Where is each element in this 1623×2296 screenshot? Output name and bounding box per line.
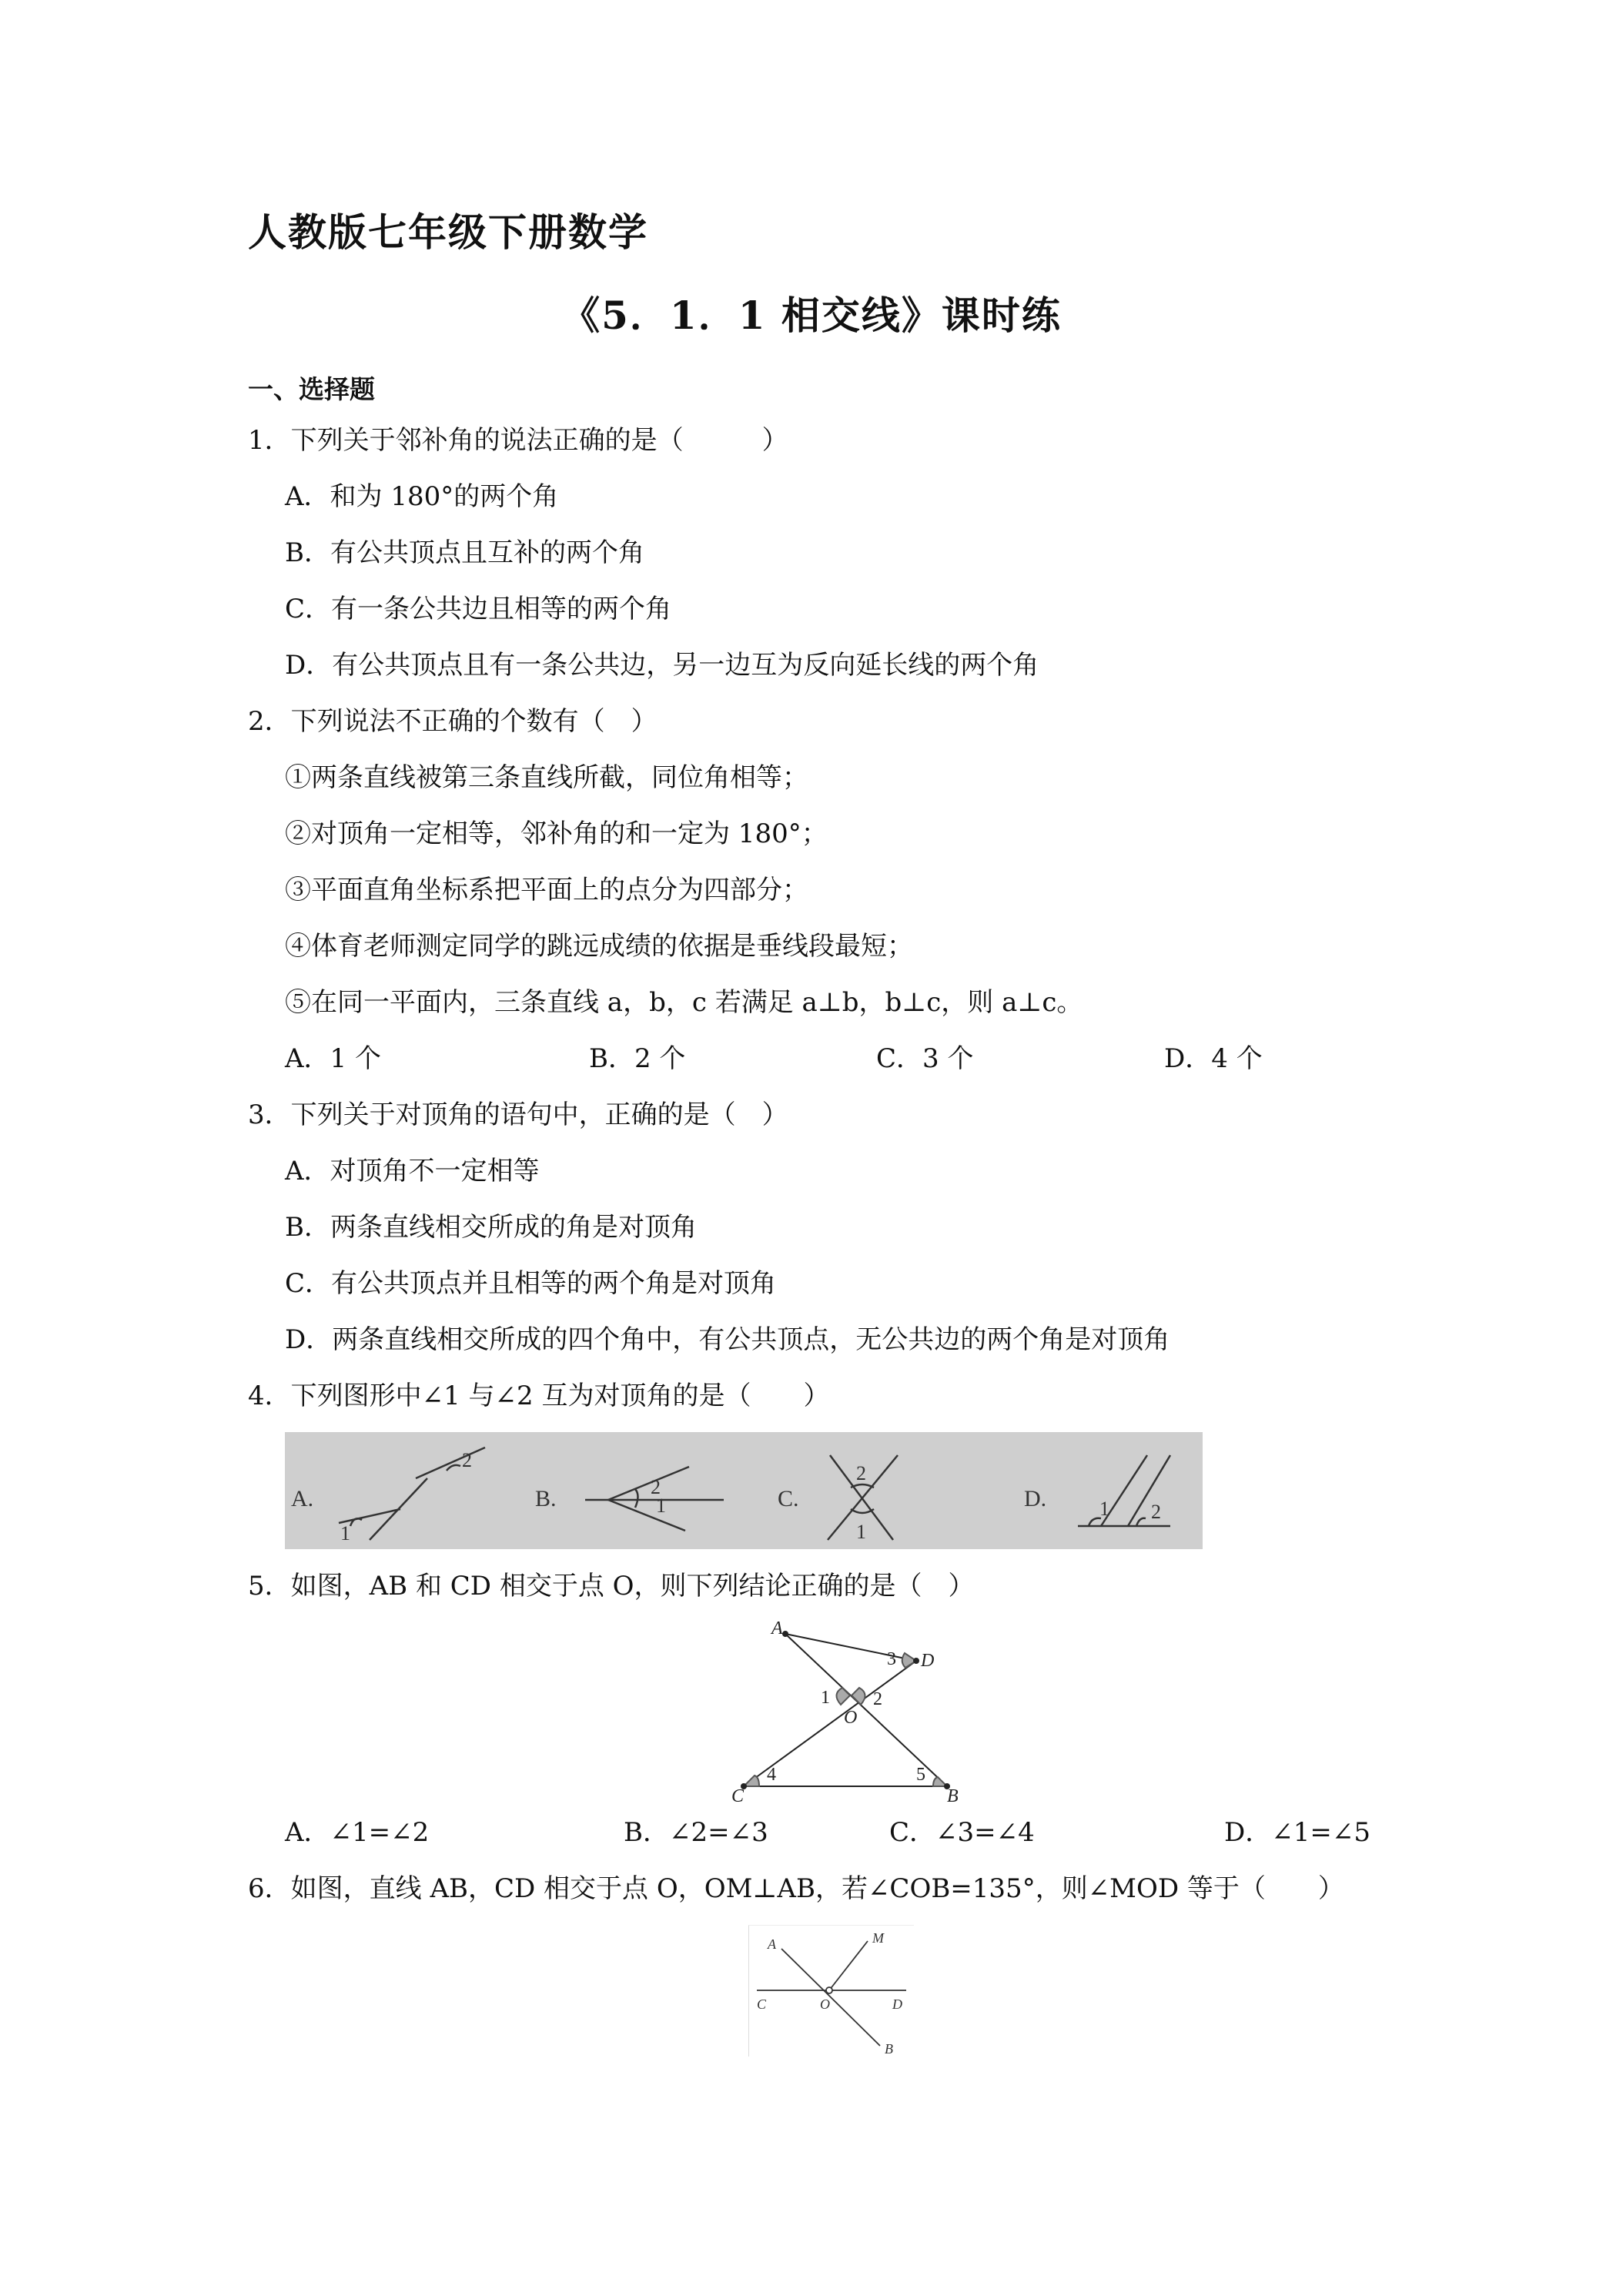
- fig4a-line-2: [370, 1478, 427, 1540]
- question-6-figure: [748, 1925, 914, 2057]
- question-1-option-a[interactable]: A．和为 180°的两个角: [285, 481, 559, 512]
- fig4-label-a: A.: [291, 1486, 314, 1511]
- fig4-label-c: C.: [778, 1486, 799, 1511]
- fig4-label-b: B.: [535, 1486, 557, 1511]
- question-2-option-d[interactable]: D．4 个: [1164, 1043, 1263, 1074]
- fig6-label-d: D: [892, 1996, 902, 2012]
- fig4a-angle-1: 1: [340, 1522, 350, 1545]
- fig5-label-o: O: [844, 1708, 858, 1728]
- fig5-label-b: B: [947, 1786, 959, 1806]
- fig5-angle-5: 5: [916, 1765, 925, 1785]
- question-1-option-b[interactable]: B．有公共顶点且互补的两个角: [285, 537, 644, 568]
- question-5-option-b[interactable]: B．∠2=∠3: [624, 1817, 768, 1848]
- fig4b-line-3: [608, 1500, 685, 1531]
- fig4d-line-2: [1128, 1455, 1170, 1526]
- fig4-label-d: D.: [1024, 1486, 1047, 1511]
- question-6-diagram: [749, 1926, 914, 2057]
- question-2-option-b[interactable]: B．2 个: [589, 1043, 686, 1074]
- fig5-segment-ad: [785, 1634, 916, 1661]
- question-4-figure-strip: [285, 1432, 1203, 1549]
- fig6-label-c: C: [757, 1996, 767, 2012]
- question-3-option-d[interactable]: D．两条直线相交所成的四个角中，有公共顶点，无公共边的两个角是对顶角: [285, 1324, 1170, 1355]
- question-2-option-a[interactable]: A．1 个: [285, 1043, 381, 1074]
- fig6-ray-om: [829, 1941, 868, 1990]
- fig6-label-b: B: [885, 2041, 893, 2057]
- question-1-stem: 1．下列关于邻补角的说法正确的是（ ）: [248, 425, 788, 456]
- document-title: 人教版七年级下册数学: [248, 209, 648, 255]
- question-5-diagram: [708, 1617, 962, 1806]
- question-3-stem: 3．下列关于对顶角的语句中，正确的是（ ）: [248, 1099, 788, 1130]
- fig6-label-o: O: [820, 1996, 830, 2012]
- question-2-option-c[interactable]: C．3 个: [876, 1043, 974, 1074]
- question-1-option-c[interactable]: C．有一条公共边且相等的两个角: [285, 594, 672, 624]
- section-heading: 一、选择题: [248, 374, 375, 404]
- fig4a-arc-2: [447, 1465, 460, 1471]
- fig5-angle-2: 2: [873, 1689, 882, 1709]
- question-5-stem: 5．如图，AB 和 CD 相交于点 O，则下列结论正确的是（ ）: [248, 1571, 975, 1602]
- fig6-label-m: M: [872, 1930, 884, 1946]
- question-2-stem: 2．下列说法不正确的个数有（ ）: [248, 706, 658, 737]
- fig6-line-ab: [781, 1949, 880, 2046]
- question-2-statement-4: ④体育老师测定同学的跳远成绩的依据是垂线段最短；: [285, 931, 913, 962]
- fig5-angle-1: 1: [821, 1688, 830, 1708]
- fig4d-angle-2: 2: [1151, 1501, 1161, 1523]
- fig5-angle-2-mark: [852, 1688, 865, 1705]
- fig5-label-d: D: [921, 1651, 935, 1671]
- question-5-option-d[interactable]: D．∠1=∠5: [1224, 1817, 1370, 1848]
- fig5-point-d-dot: [914, 1658, 919, 1663]
- fig4b-line-2: [608, 1467, 689, 1500]
- question-5-option-a[interactable]: A．∠1=∠2: [285, 1817, 430, 1848]
- fig4d-angle-1: 1: [1099, 1498, 1109, 1520]
- question-5-figure: [708, 1617, 962, 1806]
- fig5-angle-3: 3: [887, 1649, 896, 1669]
- question-2-statement-1: ①两条直线被第三条直线所截，同位角相等；: [285, 762, 808, 793]
- fig4d-arc-2: [1136, 1518, 1146, 1526]
- question-3-option-a[interactable]: A．对顶角不一定相等: [285, 1156, 540, 1186]
- document-subtitle: 《5．1．1 相交线》课时练: [561, 293, 1062, 338]
- question-4-stem: 4．下列图形中∠1 与∠2 互为对顶角的是（ ）: [248, 1381, 830, 1411]
- fig4a-line-3: [416, 1448, 485, 1478]
- fig4b-angle-2: 2: [651, 1476, 661, 1498]
- fig4c-angle-1: 1: [856, 1521, 866, 1543]
- question-3-option-b[interactable]: B．两条直线相交所成的角是对顶角: [285, 1212, 697, 1243]
- fig4b-arc: [635, 1489, 638, 1508]
- fig5-angle-1-mark: [836, 1688, 850, 1705]
- question-6-stem: 6．如图，直线 AB，CD 相交于点 O，OM⊥AB，若∠COB=135°，则∠MOD 等于（ ）: [248, 1873, 1344, 1904]
- question-2-statement-3: ③平面直角坐标系把平面上的点分为四部分；: [285, 875, 808, 905]
- fig4b-angle-1: 1: [656, 1494, 666, 1517]
- fig5-angle-4: 4: [767, 1765, 776, 1785]
- question-5-option-c[interactable]: C．∠3=∠4: [889, 1817, 1035, 1848]
- fig6-label-a: A: [768, 1936, 776, 1952]
- question-4-figures: [285, 1432, 1203, 1549]
- fig5-label-c: C: [731, 1786, 745, 1806]
- question-2-statement-5: ⑤在同一平面内，三条直线 a，b，c 若满足 a⊥b，b⊥c，则 a⊥c。: [285, 987, 1083, 1018]
- fig5-point-a-dot: [783, 1632, 788, 1636]
- fig4a-angle-2: 2: [462, 1449, 472, 1471]
- fig6-point-o-dot: [826, 1987, 832, 1993]
- fig5-label-a: A: [771, 1618, 783, 1638]
- fig4c-angle-2: 2: [856, 1462, 866, 1484]
- question-3-option-c[interactable]: C．有公共顶点并且相等的两个角是对顶角: [285, 1268, 777, 1299]
- question-1-option-d[interactable]: D．有公共顶点且有一条公共边，另一边互为反向延长线的两个角: [285, 650, 1039, 681]
- question-2-statement-2: ②对顶角一定相等，邻补角的和一定为 180°；: [285, 818, 828, 849]
